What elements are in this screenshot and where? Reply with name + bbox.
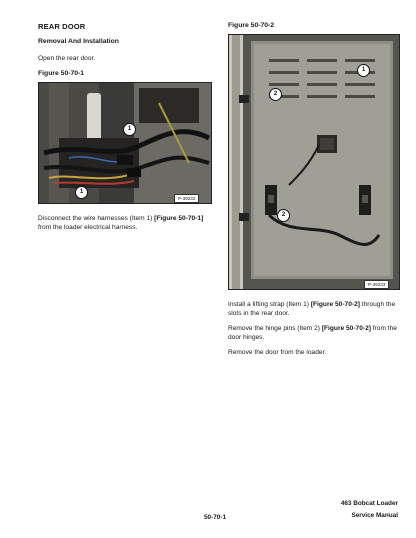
figure-1-reference: [Figure 50-70-1] [154, 215, 204, 222]
figure-1-code: P-39232 [174, 194, 199, 203]
figure-1-callout-1a: 1 [123, 123, 136, 136]
step-remove-door: Remove the door from the loader. [228, 349, 327, 356]
figure-2-photo [228, 34, 400, 290]
figure-2-callout-1: 1 [357, 64, 370, 77]
figure-1-callout-1b: 1 [75, 186, 88, 199]
figure-2-callout-2b: 2 [277, 209, 290, 222]
step-install-lifting-strap: Install a lifting strap (Item 1) [Figure 50-70-2] through the slots in the rear door. [228, 301, 396, 317]
section-title: REAR DOOR [38, 22, 86, 31]
manual-model: 463 Bobcat Loader [340, 500, 398, 507]
page-number: 50-70-1 [204, 514, 227, 521]
figure-2-callout-2a: 2 [269, 88, 282, 101]
figure-1-photo [38, 82, 212, 204]
manual-title [341, 500, 398, 519]
figure-2-label: Figure 50-70-2 [228, 22, 275, 29]
figure-1-label: Figure 50-70-1 [38, 70, 85, 77]
step-remove-hinge-pins: Remove the hinge pins (Item 2) [Figure 50-70-2] from the door hinges. [228, 325, 397, 341]
figure-2-reference-a: [Figure 50-70-2] [310, 301, 360, 308]
section-subtitle: Removal And Installation [38, 38, 119, 45]
intro-step: Open the rear door. [38, 55, 96, 62]
figure-2-code: P-39233 [364, 280, 389, 289]
manual-type: Service Manual [351, 512, 398, 519]
figure-2-reference-b: [Figure 50-70-2] [321, 325, 371, 332]
step-disconnect-harness: Disconnect the wire harnesses (Item 1) [Figure 50-70-1] from the loader electrical harness. [38, 215, 204, 231]
